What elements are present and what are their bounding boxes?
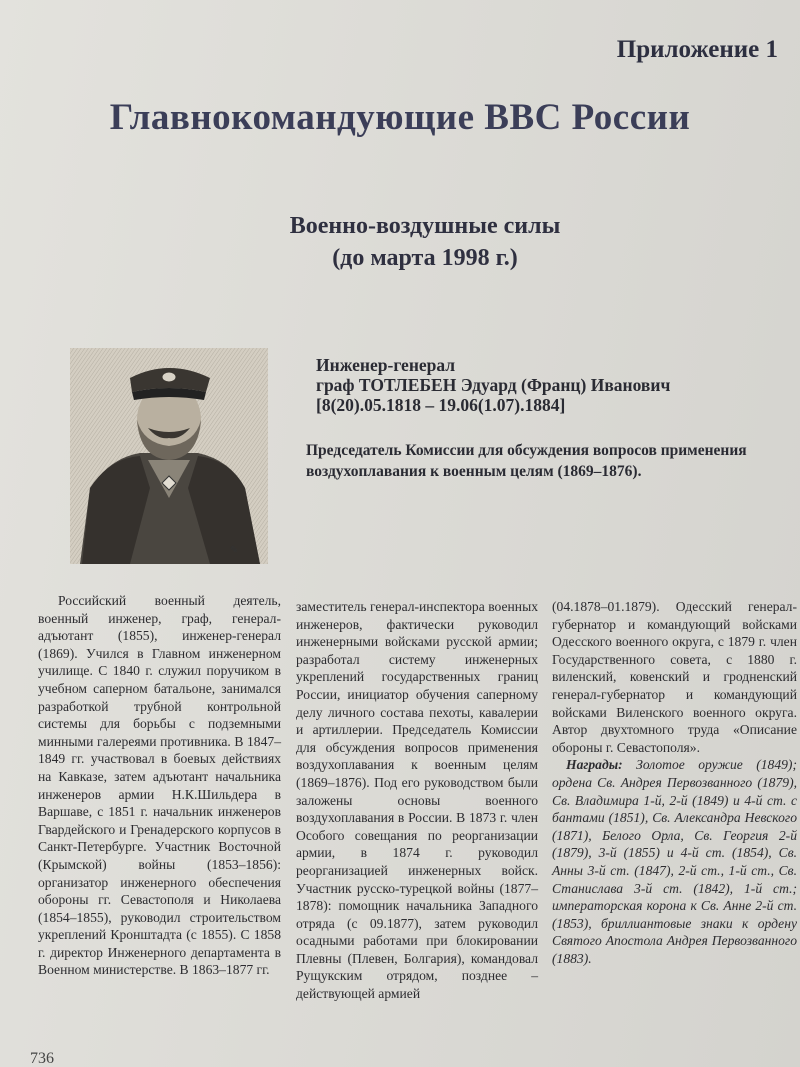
biography-part-1: Российский военный деятель, военный инженер, граф, генерал-адъютант (1855), инженер-генерал (1869). Учился в Главном инженерном училище. С 1840 г. служил поручиком в учебном саперном батальоне, занимался разработкой трубной контрольной системы для борьбы с подземными минными галереями противника. В 1847–1849 гг. участвовал в боевых действиях на Кавказе, затем адъютант начальника инженеров армии Н.К.Шильдера в Варшаве, с 1851 г. начальник инженеров Гвардейского и Гренадерского корпусов в Санкт-Петербурге. Участник Восточной (Крымской) войны (1853–1856): организатор инженерного обеспечения обороны гг. Севастополя и Николаева (1854–1855), руководил строительством укреплений Кронштадта (с 1855). С 1858 г. директор Инженерного департамента в Военном министерстве. В 1863–1877 гг. (38, 593, 281, 978)
awards-text: Золотое оружие (1849); ордена Св. Андрея Первозванного (1879), Св. Владимира 1-й, 2-й (1849) и 4-й ст. с бантами (1851), Св. Александра Невского (1871), Белого Орла, Св. Георгия 2-й (1879), 3-й (1855) и 4-й ст. (1854), Св. Анны 3-й ст. (1847), 2-й ст., 1-й ст., Св. Станислава 3-й ст. (1842), 1-й ст.; императорская корона к Св. Анне 2-й ст. (1853), бриллиантовые знаки к ордену Святого Апостола Андрея Первозванного (1883). (552, 757, 797, 966)
subtitle-line-2: (до марта 1998 г.) (332, 245, 518, 271)
awards-label: Награды: (566, 757, 623, 773)
biography-part-2: заместитель генерал-инспектора военных инженеров, фактически руководил инженерными войсками русской армии; разработал систему инженерных укреплений государственных границ России, инициатор обучения саперному делу личного состава пехоты, кавалерии и артиллерии. Председатель Комиссии для обсуждения вопросов применения воздухоплавания к военным целям (1869–1876). Под его руководством были заложены основы военного воздухоплавания в России. В 1873 г. член Особого совещания по реорганизации армии, в 1874 г. руководил реорганизацией инженерных войск. Участник русско-турецкой войны (1877–1878): помощник начальника Западного отряда (с 09.1877), затем руководил осадными работами при блокировании Плевны (Плевен, Болгария), командовал Рущукским отрядом, позднее – действующей армией (296, 599, 538, 1002)
text-column-3 (552, 598, 797, 967)
person-role: Председатель Комиссии для обсуждения вопросов применения воздухоплавания к военным целям (1869–1876). (306, 442, 747, 480)
appendix-label: Приложение 1 (616, 36, 778, 63)
person-name: граф ТОТЛЕБЕН Эдуард (Франц) Иванович (316, 375, 671, 395)
portrait-drawing (70, 348, 268, 564)
person-header (316, 355, 670, 415)
section-subtitle (0, 210, 800, 274)
text-column-2 (296, 598, 538, 1003)
page-number: 736 (30, 1050, 54, 1067)
awards-paragraph (552, 756, 797, 967)
person-dates: [8(20).05.1818 – 19.06(1.07).1884] (316, 395, 566, 415)
biography-part-3: (04.1878–01.1879). Одесский генерал-губернатор и командующий войсками Одесского военного округа, с 1879 г. член Государственного совета, с 1880 г. виленский, ковенский и гродненский генерал-губернатор и командующий войсками Виленского военного округа. Автор двухтомного труда «Описание обороны г. Севастополя». (552, 599, 797, 755)
svg-text:✎: ✎ (230, 545, 239, 556)
subtitle-line-1: Военно-воздушные силы (289, 213, 561, 239)
page-title: Главнокомандующие ВВС России (109, 97, 691, 138)
person-rank: Инженер-генерал (316, 355, 456, 375)
portrait-engraving (70, 348, 268, 564)
text-column-1 (38, 592, 281, 979)
